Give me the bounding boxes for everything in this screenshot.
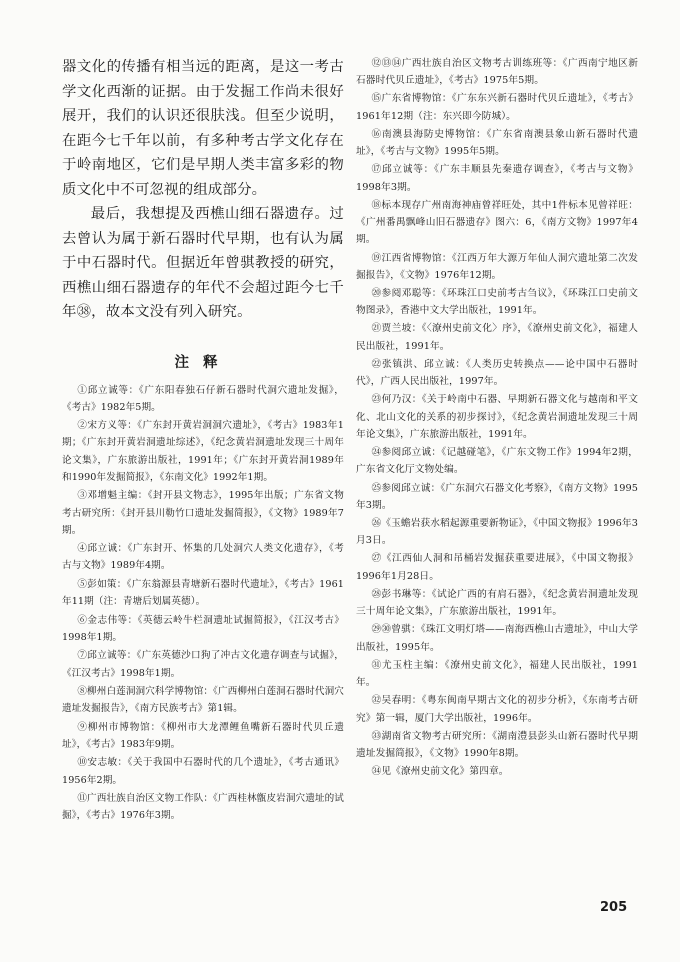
footnote-item: ㉑贾兰坡：《〈潦州史前文化〉序》，《潦州史前文化》，福建人民出版社，1991年。 (356, 323, 638, 352)
footnote-item: ㉕参阅邱立诚：《广东洞穴石器文化考察》，《南方文物》1995年3期。 (356, 482, 638, 511)
page-number: 205 (600, 900, 628, 915)
footnote-item: ㉔参阅邱立诚：《记越碰笔》，《广东文物工作》1994年2期，广东省文化厅文物处编。 (356, 447, 638, 476)
footnote-item: ⑳参阅邓聪等：《环珠江口史前考古刍议》，《环珠江口史前文物图录》，香港中文大学出版社，1991年。 (356, 288, 638, 317)
footnote-item: ⑱标本现存广州南海神庙曾祥旺处，其中1件标本见曾祥旺：《广州番禺飘峰山旧石器遗存》图六：6，《南方文物》1997年4期。 (356, 199, 638, 246)
footnote-item: ㉗《江西仙人洞和吊桶岩发掘获重要进展》，《中国文物报》1996年1月28日。 (356, 553, 638, 582)
footnote-item: ㉞见《潦州史前文化》第四章。 (371, 766, 509, 778)
footnote-item: ㉜吴春明：《粤东闽南早期古文化的初步分析》，《东南考古研究》第一辑，厦门大学出版社，1996年。 (356, 695, 638, 724)
footnote-item: ㉒张镇洪、邱立诚：《人类历史转换点——论中国中石器时代》，广西人民出版社，1997年。 (356, 358, 638, 388)
footnote-item: ⑤彭如策：《广东翁源县青塘新石器时代遗址》，《考古》1961年11期（注：青塘后划属英德）。 (62, 578, 344, 608)
footnote-item: ㉓何乃汉：《关于岭南中石器、早期新石器文化与越南和平文化、北山文化的关系的初步探讨》，《纪念黄岩洞遗址发现三十周年论文集》，广东旅游出版社，1991年。 (356, 394, 638, 440)
footnote-item: ⑫⑬⑭广西壮族自治区文物考古训练班等：《广西南宁地区新石器时代贝丘遗址》，《考古》1975年5期。 (356, 58, 638, 87)
footnote-item: ⑨柳州市博物馆：《柳州市大龙潭鲤鱼嘴新石器时代贝丘遗址》，《考古》1983年9期。 (62, 721, 344, 750)
footnote-item: ㉙㉚曾骐：《珠江文明灯塔——南海西樵山古遗址》，中山大学出版社，1995年。 (356, 624, 638, 653)
body-paragraph-1: 器文化的传播有相当远的距离，是这一考古学文化西渐的证据。由于发掘工作尚未很好展开，我们的认识还很肤浅。但至少说明，在距今七千年以前，有多种考古学文化存在于岭南地区，它们是早期人类丰富多彩的物质文化中不可忽视的组成部分。 (62, 59, 344, 198)
footnote-item: ⑥金志伟等：《英德云岭牛栏洞遗址试掘简报》，《江汉考古》1998年1期。 (62, 614, 344, 643)
footnote-item: ③邓增魁主编：《封开县文物志》，1995年出版；广东省文物考古研究所：《封开县川勒竹口遗址发掘简报》，《文物》1989年7期。 (62, 490, 344, 536)
footnote-item: ㉛尤玉柱主编：《潦州史前文化》，福建人民出版社，1991年。 (356, 659, 638, 689)
footnote-item: ②宋方义等：《广东封开黄岩洞洞穴遗址》，《考古》1983年1期；《广东封开黄岩洞遗址综述》，《纪念黄岩洞遗址发现三十周年论文集》，广东旅游出版社，1991年；《广东封开黄岩洞1989年和1990年发掘简报》，《东南文化》1992年1期。 (62, 420, 344, 483)
footnote-item: ㉖《玉蟾岩获水稻起源重要新物证》，《中国文物报》1996年3月3日。 (356, 518, 638, 547)
footnote-item: ⑲江西省博物馆：《江西万年大源万年仙人洞穴遗址第二次发掘报告》，《文物》1976年12期。 (356, 252, 638, 281)
right-column (356, 55, 638, 782)
footnote-item: ⑮广东省博物馆：《广东东兴新石器时代贝丘遗址》，《考古》1961年12期（注：东兴即今防城）。 (356, 93, 638, 122)
footnote-item: ⑧柳州白莲洞洞穴科学博物馆：《广西柳州白莲洞石器时代洞穴遗址发掘报告》，《南方民族考古》第1辑。 (62, 686, 344, 715)
footnote-item: ⑰邱立诚等：《广东丰顺县先秦遗存调查》，《考古与文物》1998年3期。 (356, 164, 638, 193)
footnote-item: ⑩安志敏：《关于我国中石器时代的几个遗址》，《考古通讯》1956年2期。 (62, 757, 344, 786)
footnote-item: ①邱立诚等：《广东阳春独石仔新石器时代洞穴遗址发掘》，《考古》1982年5期。 (62, 384, 344, 413)
footnote-item: ⑦邱立诚等：《广东英德沙口狗了冲古文化遗存调查与试掘》，《江汉考古》1998年1期。 (62, 650, 344, 679)
footnote-item: ⑪广西壮族自治区文物工作队：《广西桂林甑皮岩洞穴遗址的试掘》，《考古》1976年3期。 (62, 793, 344, 822)
notes-list-right (356, 55, 638, 780)
left-column (62, 55, 344, 826)
notes-heading: 注释 (174, 354, 232, 371)
footnote-item: ④邱立诚：《广东封开、怀集的几处洞穴人类文化遗存》，《考古与文物》1989年4期。 (62, 543, 344, 572)
body-paragraph-2: 最后，我想提及西樵山细石器遗存。过去曾认为属于新石器时代早期，也有认为属于中石器时代。但据近年曾骐教授的研究，西樵山细石器遗存的年代不会超过距今七千年㊳，故本文没有列入研究。 (62, 206, 344, 320)
notes-list-left (62, 382, 344, 825)
footnote-item: ⑯南澳县海防史博物馆：《广东省南澳县象山新石器时代遗址》，《考古与文物》1995年5期。 (356, 128, 638, 158)
footnote-item: ㉘彭书琳等：《试论广西的有肩石器》，《纪念黄岩洞遗址发现三十周年论文集》，广东旅游出版社，1991年。 (356, 588, 638, 618)
footnote-item: ㉝湖南省文物考古研究所：《湖南澧县彭头山新石器时代早期遗址发掘简报》，《文物》1990年8期。 (356, 730, 638, 759)
